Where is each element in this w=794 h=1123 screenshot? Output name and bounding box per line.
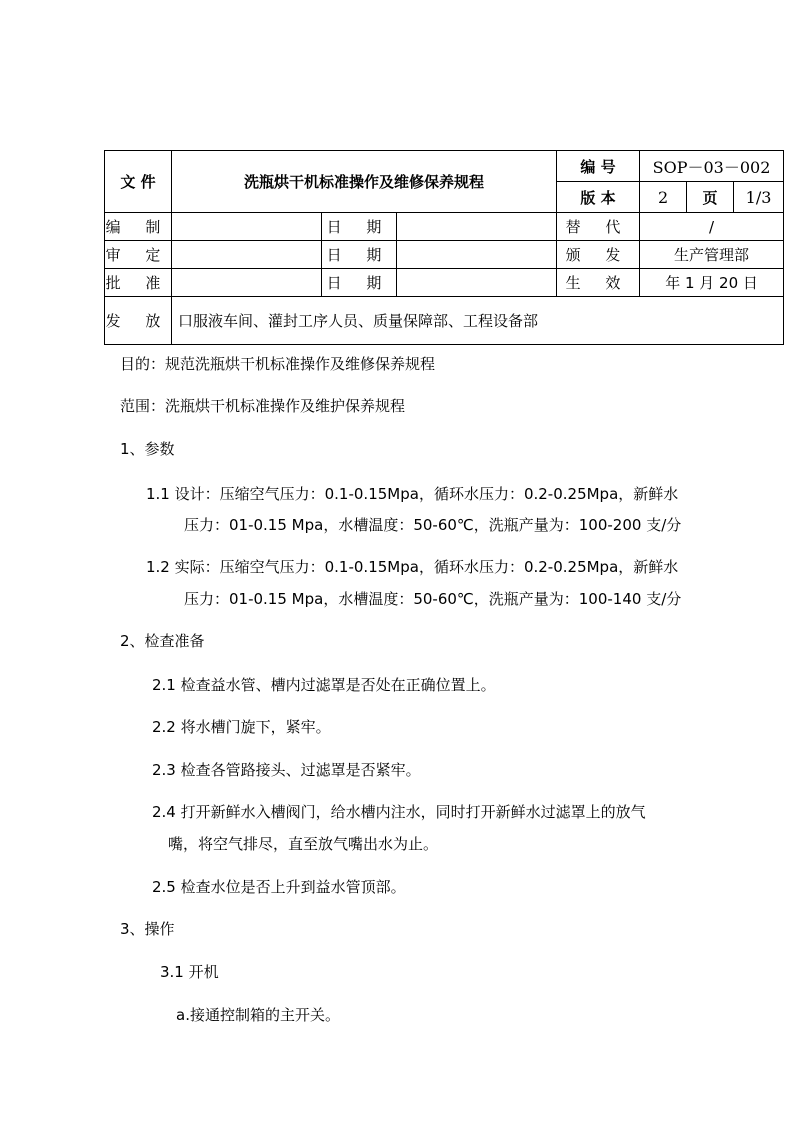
operation-3-1-a: a.接通控制箱的主开关。 bbox=[176, 1006, 340, 1024]
distribution-label: 发 放 bbox=[105, 297, 172, 345]
date-value bbox=[397, 241, 557, 269]
approve-value bbox=[172, 269, 322, 297]
scope-text: 范围：洗瓶烘干机标准操作及维护保养规程 bbox=[120, 397, 406, 415]
review-label: 审 定 bbox=[105, 241, 172, 269]
doc-label: 文 件 bbox=[105, 151, 172, 213]
check-item-2-3: 2.3 检查各管路接头、过滤罩是否紧牢。 bbox=[152, 761, 421, 779]
version-value: 2 bbox=[640, 182, 687, 213]
header-row bbox=[105, 241, 784, 269]
check-item-2-4-line-2: 嘴，将空气排尽，直至放气嘴出水为止。 bbox=[168, 835, 439, 853]
check-item-2-1: 2.1 检查益水管、槽内过滤罩是否处在正确位置上。 bbox=[152, 676, 496, 694]
effective-label: 生 效 bbox=[557, 269, 640, 297]
date-label: 日 期 bbox=[322, 269, 397, 297]
param-design-line-1: 1.1 设计：压缩空气压力：0.1-0.15Mpa，循环水压力：0.2-0.25Mpa，新鲜水 bbox=[146, 485, 679, 503]
doc-title: 洗瓶烘干机标准操作及维修保养规程 bbox=[172, 151, 557, 213]
distribution-value: 口服液车间、灌封工序人员、质量保障部、工程设备部 bbox=[172, 297, 784, 345]
issue-label: 颁 发 bbox=[557, 241, 640, 269]
date-value bbox=[397, 269, 557, 297]
operation-3-1: 3.1 开机 bbox=[160, 963, 219, 981]
approve-label: 批 准 bbox=[105, 269, 172, 297]
compiled-value bbox=[172, 213, 322, 241]
replace-value: / bbox=[640, 213, 784, 241]
param-actual-line-2: 压力：01-0.15 Mpa，水槽温度：50-60℃，洗瓶产量为：100-140 支/分 bbox=[184, 590, 682, 608]
check-item-2-2: 2.2 将水槽门旋下，紧牢。 bbox=[152, 718, 331, 736]
section-2-heading: 2、检查准备 bbox=[120, 632, 205, 650]
document-header-table bbox=[104, 150, 784, 345]
compiled-label: 编 制 bbox=[105, 213, 172, 241]
number-value: SOP－03－002 bbox=[640, 151, 784, 182]
number-label: 编 号 bbox=[557, 151, 640, 182]
page-label: 页 bbox=[687, 182, 734, 213]
param-design-line-2: 压力：01-0.15 Mpa，水槽温度：50-60℃，洗瓶产量为：100-200 支/分 bbox=[184, 516, 682, 534]
date-label: 日 期 bbox=[322, 213, 397, 241]
section-1-heading: 1、参数 bbox=[120, 440, 175, 458]
issue-value: 生产管理部 bbox=[640, 241, 784, 269]
purpose-text: 目的：规范洗瓶烘干机标准操作及维修保养规程 bbox=[120, 355, 436, 373]
effective-value: 年 1 月 20 日 bbox=[640, 269, 784, 297]
param-actual-line-1: 1.2 实际：压缩空气压力：0.1-0.15Mpa，循环水压力：0.2-0.25Mpa，新鲜水 bbox=[146, 558, 679, 576]
check-item-2-5: 2.5 检查水位是否上升到益水管顶部。 bbox=[152, 878, 406, 896]
replace-label: 替 代 bbox=[557, 213, 640, 241]
date-value bbox=[397, 213, 557, 241]
page-value: 1/3 bbox=[734, 182, 784, 213]
date-label: 日 期 bbox=[322, 241, 397, 269]
header-row bbox=[105, 213, 784, 241]
version-label: 版 本 bbox=[557, 182, 640, 213]
header-row bbox=[105, 269, 784, 297]
check-item-2-4-line-1: 2.4 打开新鲜水入槽阀门，给水槽内注水，同时打开新鲜水过滤罩上的放气 bbox=[152, 803, 646, 821]
section-3-heading: 3、操作 bbox=[120, 920, 175, 938]
review-value bbox=[172, 241, 322, 269]
